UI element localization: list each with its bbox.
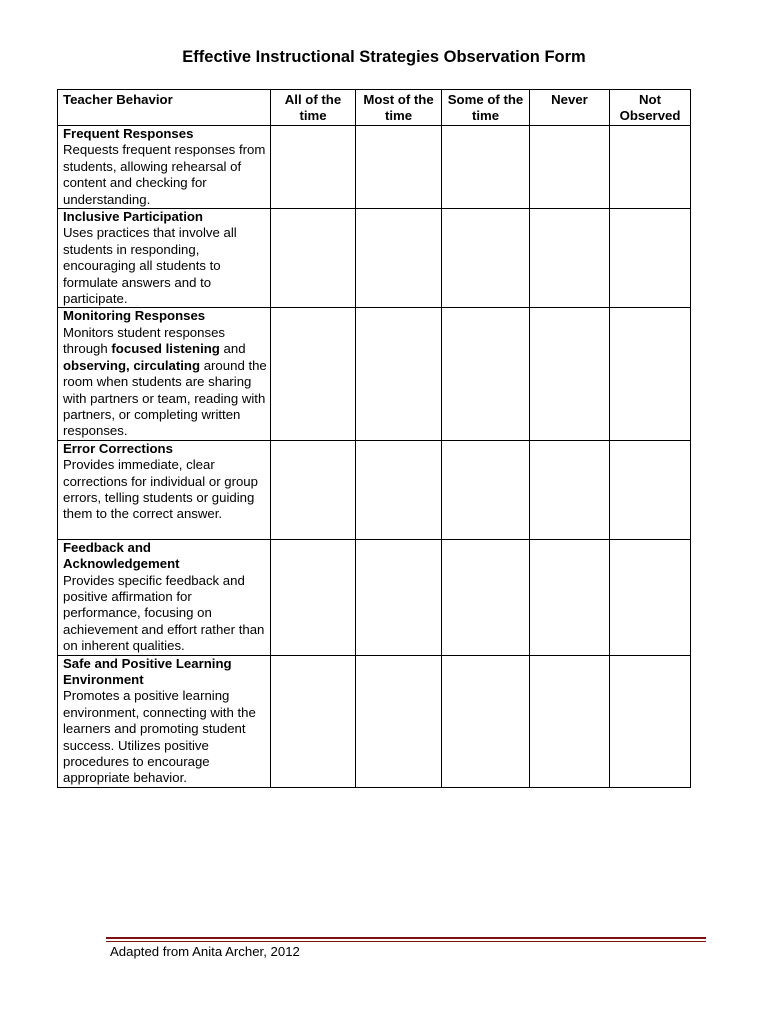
table-row xyxy=(58,440,691,539)
header-most-of-the-time: Most of the time xyxy=(356,90,442,126)
rating-cell-never[interactable] xyxy=(530,126,610,209)
table-row xyxy=(58,308,691,440)
header-not-observed: Not Observed xyxy=(610,90,691,126)
rating-cell-not-observed[interactable] xyxy=(610,126,691,209)
rating-cell-not-observed[interactable] xyxy=(610,440,691,539)
rating-cell-most-of-the-time[interactable] xyxy=(356,440,442,539)
description-text: around the room when students are sharing with partners or team, reading with partners, or completing written responses. xyxy=(63,357,267,439)
header-teacher-behavior: Teacher Behavior xyxy=(58,90,271,126)
rating-cell-never[interactable] xyxy=(530,440,610,539)
behavior-description xyxy=(63,325,267,438)
behavior-title: Frequent Responses xyxy=(63,126,194,141)
table-row xyxy=(58,655,691,787)
rating-cell-most-of-the-time[interactable] xyxy=(356,308,442,440)
header-all-of-the-time: All of the time xyxy=(271,90,356,126)
rating-cell-some-of-the-time[interactable] xyxy=(442,440,530,539)
table-row xyxy=(58,126,691,209)
rating-cell-all-of-the-time[interactable] xyxy=(271,539,356,655)
observation-table xyxy=(57,89,691,788)
behavior-description: Provides specific feedback and positive affirmation for performance, focusing on achievement and effort rather than on inherent qualities. xyxy=(63,572,265,654)
table-row xyxy=(58,539,691,655)
rating-cell-all-of-the-time[interactable] xyxy=(271,308,356,440)
rating-cell-all-of-the-time[interactable] xyxy=(271,655,356,787)
description-text: and xyxy=(219,341,246,357)
rating-cell-most-of-the-time[interactable] xyxy=(356,539,442,655)
rating-cell-some-of-the-time[interactable] xyxy=(442,308,530,440)
description-text: Monitors student responses through xyxy=(63,324,225,357)
rating-cell-not-observed[interactable] xyxy=(610,209,691,308)
behavior-description: Uses practices that involve all students in responding, encouraging all students to formulate answers and to participate. xyxy=(63,225,237,307)
rating-cell-some-of-the-time[interactable] xyxy=(442,126,530,209)
rating-cell-some-of-the-time[interactable] xyxy=(442,209,530,308)
behavior-title: Feedback and Acknowledgement xyxy=(63,539,180,572)
behavior-title: Error Corrections xyxy=(63,440,173,456)
rating-cell-most-of-the-time[interactable] xyxy=(356,126,442,209)
behavior-cell xyxy=(58,539,271,655)
description-emphasis: focused listening xyxy=(111,341,220,357)
rating-cell-never[interactable] xyxy=(530,539,610,655)
table-row xyxy=(58,209,691,308)
behavior-cell xyxy=(58,209,271,308)
rating-cell-not-observed[interactable] xyxy=(610,655,691,787)
rating-cell-all-of-the-time[interactable] xyxy=(271,209,356,308)
description-emphasis: observing, circulating xyxy=(63,357,201,373)
behavior-title: Safe and Positive Learning Environment xyxy=(63,655,232,687)
rating-cell-not-observed[interactable] xyxy=(610,308,691,440)
behavior-title: Monitoring Responses xyxy=(63,308,206,324)
footer-credit: Adapted from Anita Archer, 2012 xyxy=(110,944,300,959)
behavior-description: Provides immediate, clear corrections for individual or group errors, telling students or guiding them to the correct answer. xyxy=(63,457,258,522)
behavior-cell xyxy=(58,126,271,209)
behavior-cell xyxy=(58,308,271,440)
rating-cell-most-of-the-time[interactable] xyxy=(356,209,442,308)
behavior-title: Inclusive Participation xyxy=(63,209,203,225)
header-never: Never xyxy=(530,90,610,126)
rating-cell-never[interactable] xyxy=(530,209,610,308)
table-header-row xyxy=(58,90,691,126)
rating-cell-most-of-the-time[interactable] xyxy=(356,655,442,787)
footer-divider xyxy=(106,937,706,942)
page-title: Effective Instructional Strategies Observation Form xyxy=(182,48,586,66)
rating-cell-some-of-the-time[interactable] xyxy=(442,539,530,655)
behavior-description: Requests frequent responses from students, allowing rehearsal of content and checking for understanding. xyxy=(63,142,266,207)
rating-cell-all-of-the-time[interactable] xyxy=(271,126,356,209)
rating-cell-not-observed[interactable] xyxy=(610,539,691,655)
rating-cell-never[interactable] xyxy=(530,308,610,440)
rating-cell-some-of-the-time[interactable] xyxy=(442,655,530,787)
rating-cell-all-of-the-time[interactable] xyxy=(271,440,356,539)
behavior-cell xyxy=(58,440,271,539)
rating-cell-never[interactable] xyxy=(530,655,610,787)
header-some-of-the-time: Some of the time xyxy=(442,90,530,126)
behavior-description: Promotes a positive learning environment, connecting with the learners and promoting student success. Utilizes positive procedures to encourage appropriate behavior. xyxy=(63,688,256,786)
behavior-cell xyxy=(58,655,271,787)
